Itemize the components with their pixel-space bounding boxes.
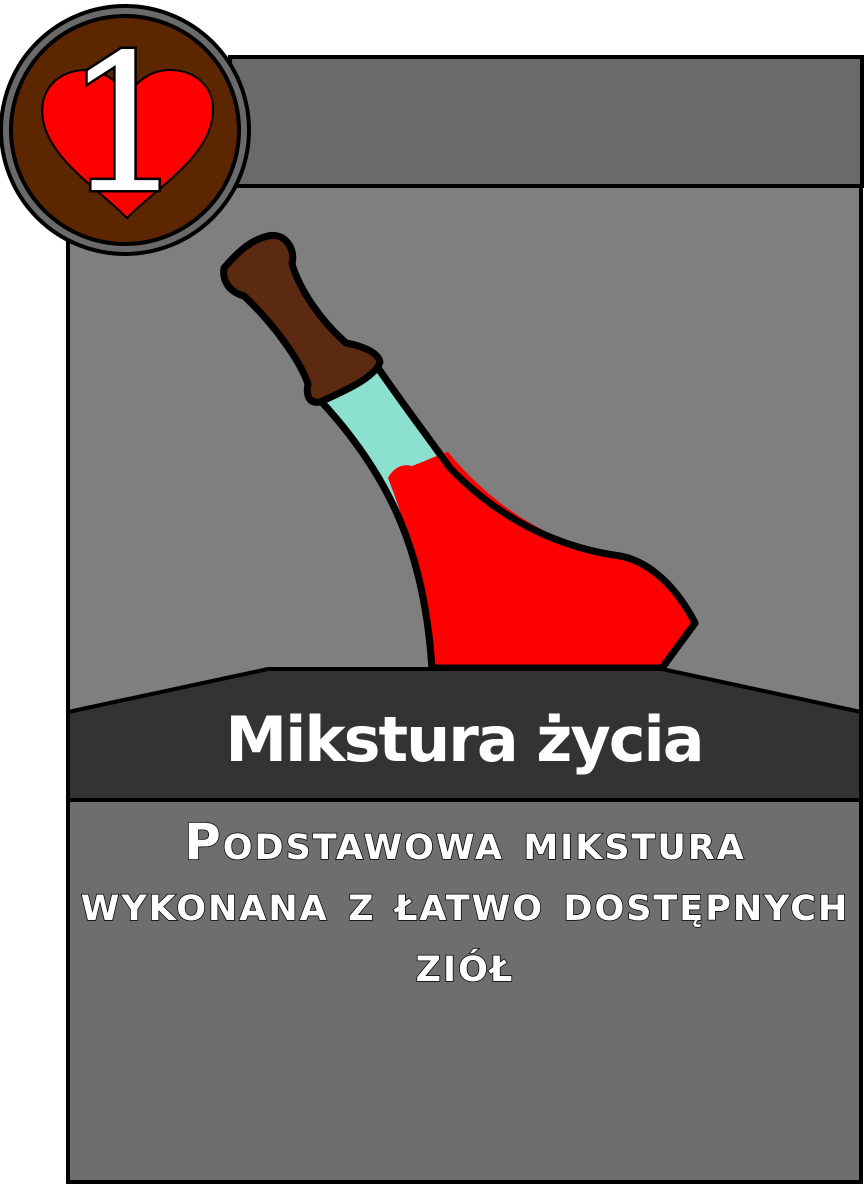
- cost-value: 1: [64, 14, 186, 235]
- card-description: Podstawowa mikstura wykonana z łatwo dostępnych ziół: [80, 813, 850, 993]
- card-title: Mikstura życia: [225, 703, 703, 776]
- header-band: [230, 57, 862, 186]
